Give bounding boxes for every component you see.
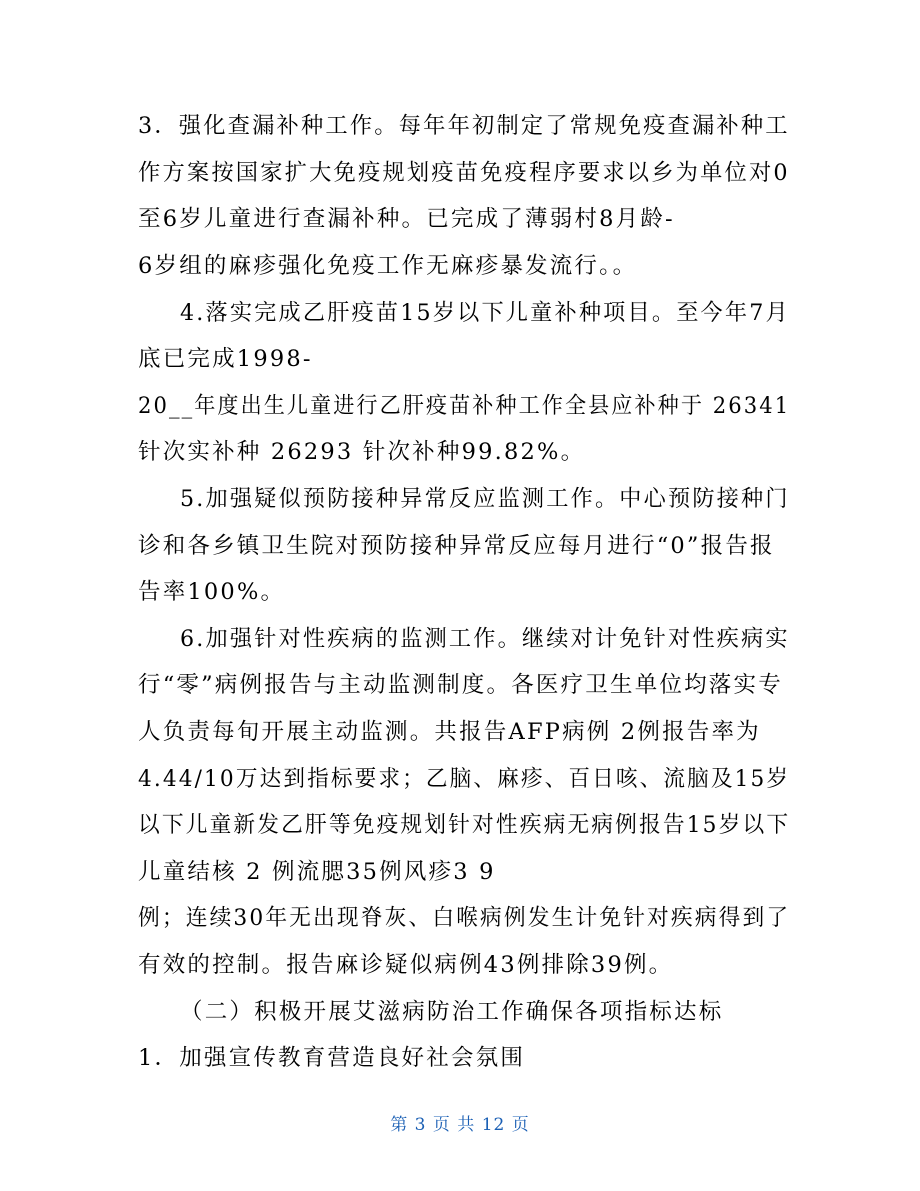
paragraph-line: 20__年度出生儿童进行乙肝疫苗补种工作全县应补种于 26341 — [138, 393, 791, 419]
section-heading: （二）积极开展艾滋病防治工作确保各项指标达标 — [180, 999, 724, 1025]
paragraph-line: 诊和各乡镇卫生院对预防接种异常反应每月进行“0”报告报 — [138, 533, 775, 559]
paragraph-line: 6.加强针对性疾病的监测工作。继续对计免针对性疾病实 — [180, 626, 790, 652]
paragraph-line: 针次实补种 26293 针次补种99.82%。 — [138, 439, 586, 465]
paragraph-line: 儿童结核 2 例流腮35例风疹3 9 — [138, 859, 496, 885]
paragraph-line: 3．强化查漏补种工作。每年年初制定了常规免疫查漏补种工 — [138, 113, 790, 139]
paragraph-line: 6岁组的麻疹强化免疫工作无麻疹暴发流行。。 — [138, 253, 638, 279]
subsection-heading: 1．加强宣传教育营造良好社会氛围 — [138, 1045, 526, 1071]
paragraph-line: 5.加强疑似预防接种异常反应监测工作。中心预防接种门 — [180, 486, 790, 512]
page-number-footer: 第 3 页 共 12 页 — [390, 1115, 530, 1135]
paragraph-line: 例；连续30年无出现脊灰、白喉病例发生计免针对疾病得到了 — [138, 905, 791, 931]
paragraph-line: 4.落实完成乙肝疫苗15岁以下儿童补种项目。至今年7月 — [180, 300, 790, 326]
paragraph-line: 至6岁儿童进行查漏补种。已完成了薄弱村8月龄- — [138, 206, 675, 232]
paragraph-line: 底已完成1998- — [138, 346, 313, 372]
paragraph-line: 作方案按国家扩大免疫规划疫苗免疫程序要求以乡为单位对0 — [138, 160, 790, 186]
paragraph-line: 人负责每旬开展主动监测。共报告AFP病例 2例报告率为 — [138, 719, 761, 745]
paragraph-line: 告率100%。 — [138, 579, 286, 605]
paragraph-line: 行“零”病例报告与主动监测制度。各医疗卫生单位均落实专 — [138, 672, 783, 698]
paragraph-line: 以下儿童新发乙肝等免疫规划针对性疾病无病例报告15岁以下 — [138, 812, 791, 838]
paragraph-line: 4.44/10万达到指标要求；乙脑、麻疹、百日咳、流脑及15岁 — [138, 766, 791, 792]
paragraph-line: 有效的控制。报告麻诊疑似病例43例排除39例。 — [138, 952, 674, 978]
